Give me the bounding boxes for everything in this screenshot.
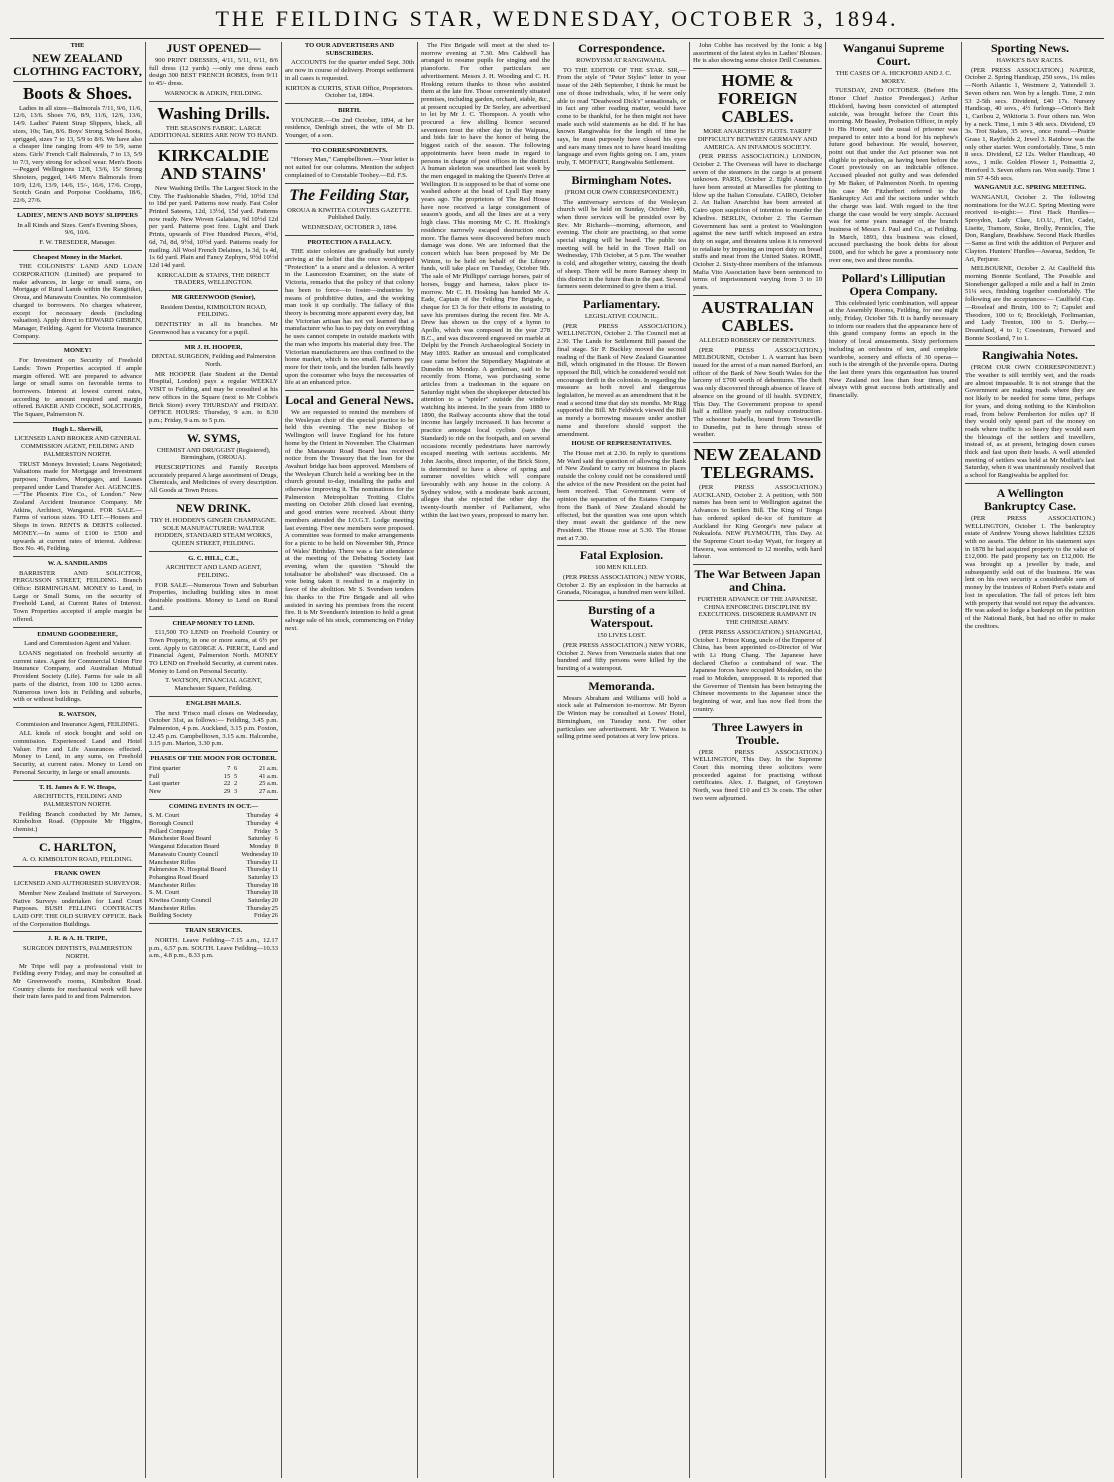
local-news-body: We are requested to remind the members of the Wesleyan choir of the special practice to be held this evening. The new Bishop of Wellington will leave England for his future home by the Orient in November. The Chairman of the Manawatu Road Board has received notice from the Treasury that the loan for the Awahuri bridge has been approved. Members of the Wesleyan Church held a working bee in the church ground to-day, installing the paths and otherwise improving it. The nominations for the Palmerston Metropolitan Trotting Club's meeting on October 26th closed last evening, and good entries were received. About thirty members attended the I.O.G.T. Lodge meeting last evening. Five new members were proposed. A committee was formed to make arrangements for a picnic to be held on November 9th, Prince of Wales' Birthday. There was a fair attendance at the meeting of the Debating Society last evening, when the question "Should the totalisator be abolished" was discussed. On a vote being taken it resulted in a majority in favor of the abolition. Mr S. Svendsen tenders his thanks to the Fire Brigade and all who assisted in saving his premises from the recent fire. It is Mr Svendsen's intention to hold a great salvage sale of his stock, commencing on Friday next. <box>285 409 414 632</box>
events-cell: Thursday <box>246 889 271 897</box>
supreme-court-heading: Wanganui Supreme Court. <box>842 42 945 68</box>
ad-syms-sub: CHEMIST AND DRUGGIST (Registered), Birmingham, (OROUA). <box>156 446 271 462</box>
events-cell: Thursday <box>246 866 271 874</box>
events-cell: 5 <box>274 827 278 835</box>
english-mails-title: ENGLISH MAILS. <box>186 699 241 707</box>
divider <box>693 295 822 296</box>
ad-greenwood-sub: Resident Dentist, KIMBOLTON ROAD, FEILDING. <box>160 303 267 319</box>
ad-goodbehere-body: LOANS negotiated on freehold security at current rates. Agent for Commercial Union Fire Insurance Company, and Australian Mutual Provident Society (Life). Farms for sale in all parts of the district, from 100 to 1200 acres. Numerous town lots in Feilding and suburbs, with or without buildings. <box>13 650 142 704</box>
events-cell: Thursday <box>246 881 271 889</box>
divider <box>13 81 142 82</box>
bankruptcy-body: (PER PRESS ASSOCIATION.) WELLINGTON, October 1. The bankruptcy estate of Andrew Young shows liabilities £2326 with no assets. The debtor in his statement says in 1878 he had acquired property to the value of £12,000. He paid property tax on £12,000. He was brought up a jeweller by trade, and subsequently sold out of the business. He was lent on his own security a considerable sum of money by the trustees of Robert Port's estate and lost in speculation. The fall of prices left him with property that would not repay the advances. He was asked to lodge a bankrupt on the petition of the National Bank, but had no offer to make the creditors. <box>965 514 1095 630</box>
events-cell: 26 <box>271 912 278 920</box>
sporting-body: (PER PRESS ASSOCIATION.) NAPIER, October 2. Spring Handicap, 250 sovs., 1¼ miles—North Atlantic 1, Westmere 2, Yattendell 3. Seven others ran. Won by a length. Time, 2 min 53 2-5th secs. Dividend, £40 17s. Nursery Handicap, 40 sovs., 4½ furlongs—Orion's Belt 1, Caribou 2, Wikitoria 3. Four others ran. Won by a neck. Time, 1 min 3 4th secs. Dividend, £9 3s. Trot Stakes, 35 sovs., once round.—Prairie Grass 1, Rayfields 2, Jewel 3. Rainbow was the only other starter. Won comfortably. Time, 5 min 8 secs. Dividend, £2 12s. Welter Handicap, 40 sovs., 1 mile. Golden Flower 1, Poinsettia 2, Hereford 3. Seven others ran. Won easily. Time 1 min 57 4-5th secs. <box>965 66 1095 182</box>
divider <box>13 866 142 867</box>
bankruptcy-heading: A Wellington Bankruptcy Case. <box>983 485 1076 513</box>
events-row <box>149 882 278 890</box>
divider <box>557 676 686 677</box>
ad-slippers-sig: F. W. TRESEDER, Manager. <box>39 238 116 246</box>
memoranda-heading: Memoranda. <box>588 678 655 693</box>
moon-cell: 21 a.m. <box>259 764 278 772</box>
home-foreign-subheading: MORE ANARCHISTS' PLOTS. TARIFF DIFFICULTY BETWEEN GERMANY AND AMERICA. AN INFAMOUS SOCIETY. <box>697 128 818 151</box>
divider <box>149 428 278 429</box>
birth-body: YOUNGER.—On 2nd October, 1894, at her residence, Denbigh street, the wife of Mr D. Younger, of a son. <box>285 116 414 140</box>
lawyers-heading: Three Lawyers in Trouble. <box>712 719 803 747</box>
divider <box>13 707 142 708</box>
divider <box>557 170 686 171</box>
memoranda-body: Messrs Abraham and Williams will hold a stock sale at Palmerston to-morrow. Mr Byron De Winton may be consulted at Lowes' Hotel, Birmingham, on Tuesday next. For other particulars see advertisement. Mr T. Watson is selling prime seed potatoes at very low prices. <box>557 694 686 741</box>
war-subheading: FURTHER ADVANCE OF THE JAPANESE. CHINA ENFORCING DISCIPLINE BY EXECUTIONS. DISORDER RAMPANT IN THE CHINESE ARMY. <box>697 596 818 627</box>
ad-cheap-money-title: CHEAP MONEY TO LEND. <box>172 619 255 627</box>
supreme-court-subheading: THE CASES OF A. HICKFORD AND J. C. MOREY. <box>835 70 952 85</box>
house-body: The House met at 2.30. In reply to questions Mr Ward said the question of allowing the Bank of New Zealand to carry on business in places outside the colony could not be considered until the advice of the new President on the point had been received. That Government were of opinion the separation of the Estates Company from the Bank of New Zealand should be effected, but the question was one upon which they must await the guidance of the new President. The House rose at 5.30. The House met at 7.30. <box>557 449 686 542</box>
moon-cell: Last quarter <box>149 780 180 788</box>
divider <box>285 103 414 104</box>
waterspout-subheading: 150 LIVES LOST. <box>597 632 646 640</box>
events-cell: Saturday <box>247 873 271 881</box>
parliamentary-body: (PER PRESS ASSOCIATION.) WELLINGTON, October 2. The Council met at 2.30. The Lands for Settlement Bill passed the final stage. Sir P. Buckley moved the second reading of the Bank of New Zealand Guarantee Bill, which originated in the House. Dr Bowen opposed the Bill, which he considered would not encourage thrift in the colonists. In regarding the measure as both novel and dangerous legislation, he moved as an amendment that it be read a second time that day six months. Mr Rigg supported the Bill. Mr Feldwick viewed the Bill as merely a borrowing measure under another name and therefore should support the amendment. <box>557 322 686 438</box>
divider <box>829 268 958 269</box>
events-cell: Wanganui Education Board <box>149 843 220 851</box>
notice-advertisers-body: ACCOUNTS for the quarter ended Sept. 30th are now in course of delivery. Prompt settlement in all cases is requested. <box>285 59 414 82</box>
paper-nameplate: The Feilding Star, <box>289 186 410 204</box>
moon-row <box>149 788 278 796</box>
ad-clothing-title: NEW ZEALAND CLOTHING FACTORY, <box>13 50 142 78</box>
opera-body: This celebrated lyric combination, will appear at the Assembly Rooms, Feilding, for one night only, Friday, October 5th. It is hardly necessary to inform our readers that the appearance here of this grand company forms an epoch in the history of local amusements. Sixty performers including an orchestra of ten, and complete wardrobe, scenery and effects of 30 operas—such is the strength of the juvenile opera. During the last three years this organisation has toured New Zealand not less than four times, and always with great success both artistically and financially. <box>829 299 958 400</box>
moon-cell: 22 <box>223 780 231 788</box>
events-row <box>149 866 278 874</box>
divider <box>13 837 142 838</box>
events-row <box>149 851 278 859</box>
ad-clothing-boots: Boots & Shoes. <box>22 83 133 103</box>
divider <box>149 799 278 800</box>
australian-body: (PER PRESS ASSOCIATION.) MELBOURNE, October 1. A warrant has been issued for the arrest of a man named Burford, an officer of the Bank of New South Wales for the larceny of £700 worth of debentures. The theft was only discovered through absence of leave of absence on the ground of ill health. SYDNEY, This Day. The Government propose to spend half a million yearly on railway construction. The schooner Isabella, bound from Townsville to Dunedin, put in here through stress of weather. <box>693 346 822 439</box>
events-cell: Thursday <box>246 820 271 828</box>
war-heading: The War Between Japan and China. <box>694 567 821 595</box>
divider <box>693 564 822 565</box>
events-cell: 11 <box>271 866 278 874</box>
events-cell: Palmerston N. Hospital Board <box>149 866 227 874</box>
column-5 <box>554 42 690 1478</box>
divider <box>149 616 278 617</box>
ad-harlton-body: A. O. KIMBOLTON ROAD, FEILDING. <box>22 855 133 863</box>
moon-row <box>149 780 278 788</box>
divider <box>149 340 278 341</box>
ad-tripe-sub: SURGEON DENTISTS, PALMERSTON NORTH. <box>23 945 132 960</box>
divider <box>13 780 142 781</box>
ad-architects-body: Feilding Branch conducted by Mr James, Kimbolton Road. (Opposite Mr Higgins, chemist.) <box>13 810 142 834</box>
birth-heading: BIRTH. <box>338 106 361 114</box>
ad-money-title: MONEY! <box>63 347 92 355</box>
ad-slippers-body: In all Kinds and Sizes. Gent's Evening Shoes, 9/6, 10/6. <box>17 221 138 237</box>
events-cell: 13 <box>271 873 278 881</box>
events-row <box>149 874 278 882</box>
moon-cell: Full <box>149 772 160 780</box>
paper-date: WEDNESDAY, OCTOBER 3, 1894. <box>301 223 398 231</box>
column-3 <box>282 42 418 1478</box>
ad-hooper-title: MR J. H. HOOPER, <box>184 343 243 351</box>
ad-watson-sub: Commission and Insurance Agent, FEILDING. <box>16 720 139 728</box>
column-1 <box>10 42 146 1478</box>
correspondents-body: "Horsey Man," Campbelltown.—Your letter is not suited for our columns. Mention the subject complained of to Constable Toohey.—Ed. F.S. <box>285 156 414 179</box>
parliamentary-subheading: LEGISLATIVE COUNCIL. <box>584 312 659 320</box>
divider <box>693 68 822 69</box>
ad-kirkcaldie-sig: KIRKCALDIE & STAINS, THE DIRECT TRADERS, WELLINGTON. <box>157 271 270 287</box>
birmingham-body: The anniversary services of the Wesleyan church will be held on Sunday, October 14th, when three services will be presided over by Rev. Mr Richards—morning, afternoon, and evening. The choir are practising, so that some special singing will be heard. The public tea meeting will be held in the Town Hall on Wednesday, 17th October, at 5 p.m. The weather is cold, and altogether wintry, causing the death of sheep. There will be more Ramsey sheep in this district in the future than in the past. Several farmers seem determined to give them a trial. <box>557 198 686 291</box>
divider <box>149 751 278 752</box>
divider <box>149 498 278 499</box>
ad-washing-drills-body: THE SEASON'S FABRIC. LARGE ADDITIONAL SERIES ARE NOW TO HAND. <box>149 124 278 140</box>
ad-clothing-body: Ladies in all sizes—Balmorals 7/11, 9/6, 11/6, 12/6, 13/6. Shoes 7/6, 8/9, 11/6, 12/6, 13/6, 14/9. Ladies' Patent Strap Slippers, black, all sizes, 10s; Tan, 8/6. Boys' Strong School Boots, sprigged, sizes 7 to 13, 5/9 to 8/6. We have also a cheaper line ranging from 4/9 to 5/9, same sizes. Girls' French Calf Balmorals, 7 to 13, 5/9 to 7/3, very strong for school wear. Men's Boots—Pegged Wellingtons 12/8, 13/6, 15/ Strong Shooters, pegged, 14/6 Men's Balmorals from 10/9, 12/6, 13/9, 14/6, 15/-, 16/6, 17/6. Cropp, Scotch Grain and Porpoise Cookhams, 18/6, 22/6, 27/6. <box>13 104 142 205</box>
events-cell: Kiwitea County Council <box>149 897 212 905</box>
melbourne-body: MELBOURNE, October 2. At Caulfield this morning Bonnie Scotland, The Possible and Stonehenger galloped a mile and a half in 2min 51¼ secs, finishing together comfortably. The following are the acceptances:— Caulfield Cup.—Roseleaf and Bruin, 100 to 7; Capulet and Theodore, 100 to 6; Brockleigh, Forlimanian, and Lady Trenton, 100 to 5. Derby.—Dreamland, 4 to 1; Cosesteam, Forward and Bonnie Scotland, 7 to 1. <box>965 265 1095 342</box>
ad-hill-body: FOR SALE—Numerous Town and Suburban Properties, including building sites in most desirable positions. Money to Lend on Rural Land. <box>149 581 278 612</box>
ad-watson-title: R. WATSON, <box>58 710 97 718</box>
ad-harlton-title: C. HARLTON, <box>38 839 117 854</box>
divider <box>13 208 142 209</box>
nz-telegrams-body: (PER PRESS ASSOCIATION.) AUCKLAND, October 2. A petition, with 500 names has been sent to Wellington against the Advances to Settlers Bill. The King of Tonga has ordered spiked de-ice of furniture at Auckland for King George's new palace at Nukualofa. NEW PLYMOUTH, This Day. At the Supreme Court to-day Wyatt, for forgery at Hawera, was sentenced to 12 months, with hard labour. <box>693 484 822 561</box>
ad-cheap-money-sig: T. WATSON, FINANCIAL AGENT, Manchester Square, Feilding. <box>165 677 262 693</box>
ad-tripe-title: J. R. & A. H. TRIPE, <box>47 935 108 943</box>
ad-syms-title: W. SYMS, <box>186 430 241 445</box>
ad-cheapest-money-body: THE COLONISTS' LAND AND LOAN CORPORATION (Limited) are prepared to make advances, in large or small sums, on Mortgage of Rural Lands within the Rangitikei, Oroua, and Manawatu Counties. No commission charged to borrowers. No charges whatever, except for necessary deeds (including valuation). Apply direct to EDWARD GIBBEN, Manager, Feilding. Agent for Victoria Insurance Company. <box>13 263 142 340</box>
moon-cell: 25 a.m. <box>259 780 278 788</box>
column-7 <box>826 42 962 1478</box>
masthead <box>0 0 1114 40</box>
events-cell: S. M. Court <box>149 889 180 897</box>
editorial-heading: PROTECTION A FALLACY. <box>307 238 392 246</box>
events-cell: Friday <box>253 827 271 835</box>
ad-architects-title: T. H. James & F. W. Heaps, <box>38 783 117 791</box>
moon-row <box>149 765 278 773</box>
events-row <box>149 897 278 905</box>
events-row <box>149 905 278 913</box>
editorial-body: THE sister colonies are gradually but surely arriving at the belief that the once worshipped "Protection" is a snare and a delusion. A writer in the Launceston Examiner, on the state of Victoria, remarks that the policy of that colony has been to force—to foster—industries by means of prohibitive duties, and the working man took it up cordially. The fallacy of this theory is becoming more apparent every day, but the Victorian artisan has not yet learned that a manufacturer who has to pay duty on everything he uses cannot compete in outside markets with the man who imports his material duty free. The Victorian manufacturers are thus confined to the home market, which is too small. Farmers pay more for their tools, and the burden falls heavily upon the consumer who buys the necessaries of life at an enhanced price. <box>285 248 414 387</box>
column-2 <box>146 42 282 1478</box>
moon-cell: 7 <box>227 764 231 772</box>
events-cell: Manchester Road Board <box>149 835 212 843</box>
events-cell: Manawatu County Council <box>149 850 219 858</box>
divider <box>149 143 278 144</box>
ad-hooper-body: MR HOOPER (late Student at the Dental Hospital, London) pays a regular WEEKLY VISIT to Feilding, and may be consulted at his new offices in the Square (next to Mr Cobbe's Brick Store) every THURSDAY and FRIDAY. OFFICE HOURS: Thursday, 9 a.m. to 8.30 p.m.; Friday, 9 a.m. to 5 p.m. <box>149 370 278 424</box>
events-cell: 4 <box>274 820 278 828</box>
rangiwahia-heading: Rangiwahia Notes. <box>981 348 1078 363</box>
coming-events-table <box>149 812 278 920</box>
ad-hill-title: G. C. HILL, C.E., <box>188 554 239 562</box>
ad-clothing-the: THE <box>70 42 85 49</box>
events-cell: 4 <box>274 812 278 820</box>
events-row <box>149 820 278 828</box>
train-services-title: TRAIN SERVICES. <box>184 927 243 935</box>
english-mails-body: The next 'Frisco mail closes on Wednesday, October 31st, as follows:— Feilding, 3.45 p.m. Palmerston, 4 p.m. Auckland, 3.15 p.m. Foxton, 12.45 p.m. Campbelltown, 3.15 a.m. Halcombe, 3.15 p.m. Marton, 3.30 p.m. <box>149 709 278 748</box>
events-row <box>149 828 278 836</box>
events-cell: Manchester Rifles <box>149 858 196 866</box>
wanganui-jc-body: WANGANUI, October 2. The following nominations for the W.J.C. Spring Meeting were received to-night:— First Hack Hurdles—Sproydon, Lady Clare, I.O.U., Flirt, Cadet, Lisette, Tramore, Stoke, Brolly, Pennicles, The Don, Ranglare, Bradshaw. Second Hack Hurdles—Same as first with the addition of Perjurer and Clayton. Hunters' Hurdles—Awarua, Seddon, Te Ari, Perjurer. <box>965 193 1095 263</box>
events-row <box>149 889 278 897</box>
ad-watson-body: ALL kinds of stock bought and sold on commission. Experienced Land and Hotel Valuer. Fire and Life Assurances effected. Money to Lend, in any sums, on Freehold Security, at current rates. Money to Lend on Personal Security, in large or small amounts. <box>13 730 142 776</box>
train-services-body: NORTH. Leave Feilding—7.15 a.m., 12.17 p.m., 6.57 p.m. SOUTH. Leave Feilding—10.33 a.m., 4.8 p.m., 8.33 p.m. <box>149 936 278 960</box>
moon-cell: First quarter <box>149 764 181 772</box>
events-cell: Manchester Rifles <box>149 904 196 912</box>
ad-sherwill-title: Hugh L. Sherwill, <box>52 425 103 433</box>
column-6 <box>690 42 826 1478</box>
ad-tripe-body: Mr Tripe will pay a professional visit to Feilding every Friday, and may be consulted at Mr Greenwood's rooms, Kimbolton Road. Country clients for mechanical work will have their train fares paid to and from Palmerston. <box>13 962 142 1001</box>
ad-new-drink-title: NEW DRINK. <box>176 500 251 515</box>
events-cell: 6 <box>274 835 278 843</box>
events-row <box>149 835 278 843</box>
ad-just-opened-sig: WARNOCK & ADKIN, FEILDING. <box>164 89 263 97</box>
correspondents-heading: TO CORRESPONDENTS. <box>311 146 388 154</box>
local-news-continued: The Fire Brigade will meet at the shed to-morrow evening at 7.30. Mrs Caldwell has arranged to resume pupils for singing and the pianoforte. For other particulars see advertisement. Messrs J. H. Wooding and C. H. Hosking return thanks to those who assisted them at the late fire. Those conveniently situated premises, including garden, orchard, stable, &c., at present occupied by Dr Sorley, are advertised to let by Mr J. C. Thompson. A youth who procured a few shilling licence secured seventeen trout the other day in the Waipuna, and bids fair to have the honor of being the biggest catch of the season. The following appointments have been made in regard to persons in charge of post offices in the district. A human skeleton was unearthed last week by the men engaged in making the Queen's Drive at Wellington. It is supposed to be that of some one washed ashore at the head of Lyall Bay many years ago. The proprietors of The Red House have now received a large consignment of season's goods, and all the lines are at a very high class. This morning Mr C. H. Hosking's residence narrowly escaped destruction once more. The flames were discovered before much damage was done. We are informed that the concert which has been proposed by Mr De Winton, to be held on behalf of the Library funds, will take place on Tuesday, October 9th. The sale of Mr Phillipps' carriage horses, pair of horses, buggy and harness, takes place to-morrow. Mr C. H. Hosking has handed Mr A. Eade, Captain of the Feilding Fire Brigade, a cheque for £3 3s for their efforts in assisting to save his premises during the recent fire. Mr A. Drew has shown us the copy of a hymn to Apollo, which was composed in the year 278 B.C., and was discovered engraved on marble at Delphi by the French Archaeological Society in May 1893. Rather an unusual and complicated case came before the Stipendiary Magistrate at Dunedin on Monday. A gentleman, said to be recently from Home, was purchasing some articles from a tradesman in the square on Saturday night when the shopkeeper detected his attention to a "spieler" outside the window watching his interest. In the years from 1880 to 1890, the Railway accounts show that the total income has largely increased. It has become a practice amongst local cyclists (says the Standard) to ride on the footpath, and on several occasions recently pedestrians have narrowly escaped meeting with serious accidents. Mr John Jacobs, direct importer, of the Brick Store, is determined to have a show of spring and summer novelties which will compare favourably with any house in the colony. A Sydney widow, with a moderate bank account, alleges that she rejected the other day the twenty-fourth member of Parliament, who within the last two years, proposed to marry her. <box>421 42 550 519</box>
events-cell: 11 <box>271 858 278 866</box>
events-cell: Monday <box>249 843 271 851</box>
moon-cell: 15 <box>223 772 231 780</box>
events-cell: Saturday <box>247 835 271 843</box>
house-heading: HOUSE OF REPRESENTATIVES. <box>571 440 672 448</box>
masthead-rule <box>10 38 1104 39</box>
ad-kirkcaldie-body: New Washing Drills. The Largest Stock in the City. The Fashionable Shades, 7½d, 10½d 13d to 18d per yard. Patterns now ready. Fast Color Printed Sateens, 12d, 13½d, 15d yard. Patterns now ready. New Woven Galateas, 9d 10½d 12d per yard. Patterns post free. Light and Dark Prints, upwards of Five Hundred Pieces, 4½d, 6d, 7d, 8d, 9½d, 10½d yard. Patterns ready for mailing. All Wool French Delaines, 1s 3d, 1s 4d, 1s 6d yard. Plain and Fancy Zephyrs, 9½d 10½d 12d 14d yard. <box>149 184 278 269</box>
birmingham-heading: Birmingham Notes. <box>571 172 672 187</box>
newspaper-columns <box>10 42 1104 1478</box>
ad-cheap-money-body: £11,500 TO LEND on Freehold Country or Town Property, in one or more sums, at 6½ per cent. Apply to GEORGE A. PIERCE, Land and Financial Agent, Palmerston North. MONEY TO LEND on Freehold Security, at current rates. Money to Lend on Personal Security. <box>149 629 278 675</box>
correspondence-subheading: ROWDYISM AT RANGIWAHIA. <box>576 57 667 64</box>
ad-syms-body: PRESCRIPTIONS and Family Receipts accurately prepared A large assortment of Drugs, Chemicals, and Medicines of every description. All Goods at Town Prices. <box>149 464 278 495</box>
ad-just-opened-title: JUST OPENED— <box>166 42 261 55</box>
events-cell: Building Society <box>149 912 193 920</box>
wanganui-jc-heading: WANGANUI J.C. SPRING MEETING. <box>973 184 1087 192</box>
sporting-subheading: HAWKE'S BAY RACES. <box>996 57 1064 64</box>
australian-heading: AUSTRALIAN CABLES. <box>701 297 814 335</box>
ad-owen-sub: LICENSED AND AUTHORISED SURVEYOR. <box>13 880 142 888</box>
moon-cell: 41 a.m. <box>259 772 278 780</box>
divider <box>693 717 822 718</box>
ad-goodbehere-sub: Land and Commission Agent and Valuer. <box>24 640 131 648</box>
moon-phases-title: PHASES OF THE MOON FOR OCTOBER. <box>150 755 277 763</box>
events-cell: Friday <box>253 912 271 920</box>
ad-goodbehere-title: EDMUND GOODBEHERE, <box>37 630 118 638</box>
sporting-heading: Sporting News. <box>990 42 1069 55</box>
ad-sandilands-body: BARRISTER AND SOLICITOR, FERGUSSON STREET, FEILDING. Branch Office: BIRMINGHAM. MONEY to Lend, in Large or Small Sums, on the security of Freehold Land, at Current Rates of Interest. Town Properties accepted if ample margin be offered. <box>13 569 142 623</box>
australian-subheading: ALLEGED ROBBERY OF DEBENTURES. <box>698 336 817 344</box>
ad-sherwill-sub: LICENSED LAND BROKER AND GENERAL COMMISSION AGENT, FEILDING AND PALMERSTON NORTH. <box>14 435 141 458</box>
divider <box>149 923 278 924</box>
events-cell: Pollard Company <box>149 827 194 835</box>
events-row <box>149 859 278 867</box>
ad-greenwood-body: DENTISTRY in all its branches. Mr Greenwood has a vacancy for a pupil. <box>149 321 278 336</box>
explosion-subheading: 100 MEN KILLED. <box>595 564 648 572</box>
events-cell: Saturday <box>247 897 271 905</box>
divider <box>149 696 278 697</box>
ad-sandilands-title: W. A. SANDILANDS <box>47 559 108 567</box>
divider <box>13 556 142 557</box>
divider <box>693 442 822 443</box>
divider <box>13 422 142 423</box>
column-8 <box>962 42 1098 1478</box>
coming-events-title: COMING EVENTS IN OCT.— <box>168 802 259 810</box>
correspondence-heading: Correspondence. <box>578 42 665 55</box>
divider <box>13 627 142 628</box>
events-row <box>149 912 278 920</box>
birmingham-subheading: (FROM OUR OWN CORRESPONDENT.) <box>564 188 679 196</box>
events-row <box>149 812 278 820</box>
moon-cell: 6 <box>233 764 238 772</box>
moon-cell: 27 a.m. <box>259 787 278 795</box>
moon-phases-table <box>149 765 278 796</box>
paper-subtitle: OROUA & KIWITEA COUNTIES GAZETTE. Published Daily. <box>287 206 412 222</box>
correspondence-body: TO THE EDITOR OF THE STAR. SIR,—From the style of "Peter Styles" letter in your issue of the 24th September, I think he must be one of those individuals, who, if he were only able to read "Deadwood Dick's" sensationals, or in fact any other reading matter, would have come to be thankful, for he then might not have made such wild statements as he did. If he has known Rangiwahia for the length of time he says, he must purposely have closed his eyes and ears many times not to have heard insulting language and even fights going on. I am, yours truly, T. MOFFATT, Rangiwahia Settlement. <box>557 66 686 167</box>
parliamentary-heading: Parliamentary. <box>583 296 660 311</box>
notice-advertisers-sig: KIRTON & CURTIS, STAR Office, Proprietors. October 1st, 1894. <box>285 84 414 100</box>
supreme-court-body: TUESDAY, 2ND OCTOBER. (Before His Honor Chief Justice Prendergast.) Arthur Hickford, having been convicted of attempted suicide, was brought before the Court this morning. Mr Beasley, Probation Officer, in reply to His Honor, said the usual of prisoner was prepared to enter into a bond for his nephew's future good behaviour. He would, however, point out that under the Act prisoner was not eligible to probation, as having been before the Court previously on an indictable offence. Accused pleaded not guilty and was defended by Mr Baker, of Palmerston North. In opening his case Mr Fitzherbert referred to the Bankruptcy Act and the sections under which the charge was laid. With regard to the first charge the case would be very simple. Accused was for some years manager of the branch business of Messrs J. Paul and Co., at Feilding. In March, 1893, this business was closed, accused purchasing the book debts for about £600, and for which he gave a promissory note over one, two and three months. <box>829 87 958 264</box>
ad-hooper-sub: DENTAL SURGEON, Feilding and Palmerston North. <box>151 353 276 368</box>
divider <box>285 183 414 184</box>
divider <box>149 290 278 291</box>
divider <box>13 343 142 344</box>
ad-just-opened-body: 900 PRINT DRESSES, 4/11, 5/11, 6/11, 8/6 full dress (12 yards) —only one dress each design 300 BEST FRENCH ROBES, from 9/11 to 45/- dress. <box>149 57 278 88</box>
divider <box>285 235 414 236</box>
divider <box>149 101 278 102</box>
divider <box>965 345 1095 346</box>
cobbe-notice: John Cobbe has received by the Ionic a big assortment of the latest styles in Ladies' Blouses. He is also showing some choice Drill Costumes. <box>693 42 823 65</box>
events-cell: Thursday <box>246 904 271 912</box>
waterspout-body: (PER PRESS ASSOCIATION.) NEW YORK, October 2. News from Venezuela states that one hundred and fifty persons were killed by the bursting of a waterspout. <box>557 641 686 672</box>
divider <box>285 390 414 391</box>
divider <box>557 545 686 546</box>
events-cell: Manchester Rifles <box>149 881 196 889</box>
ad-owen-body: Member New Zealand Institute of Surveyors. Native Surveys undertaken for Land Court Purposes. BUSH FELLING CONTRACTS LAID OFF. THE OLD SURVEY OFFICE. Back of the Corporation Buildings. <box>13 889 142 928</box>
divider <box>13 931 142 932</box>
war-body: (PER PRESS ASSOCIATION.) SHANGHAI, October 1. Prince Kung, uncle of the Emperor of China, has been appointed co-Director of War with Li Hung Chang. The Japanese have declared Chefoo a contraband of war. The Japanese forces have occupied Moukden, on the road to Mukden, unopposed. It is reported that the Governor of Tientsin has been betraying the Chinese movements to the Japanese since the beginning of war, and has now fled from the country. <box>693 628 822 713</box>
divider <box>285 143 414 144</box>
ad-washing-drills-title: Washing Drills. <box>157 103 270 123</box>
moon-cell: 29 <box>223 787 231 795</box>
events-cell: Thursday <box>246 858 271 866</box>
ad-kirkcaldie-title: KIRKCALDIE AND STAINS' <box>157 145 270 183</box>
home-foreign-heading: HOME & FOREIGN CABLES. <box>717 71 798 127</box>
divider <box>557 294 686 295</box>
moon-cell: New <box>149 787 162 795</box>
home-foreign-body: (PER PRESS ASSOCIATION.) LONDON, October 2. The Overseas will have to discharge seven of the steamers in the cargo is at present unknown. PARIS, October 2. Eight Anarchists have been arrested at Marseilles for plotting to blow up the Italian Consulate. CAIRO, October 2. An Italian Anarchist has been arrested at Cairo upon suspicion of intention to murder the Khedive. BERLIN, October 2. The German Government has sent a protest to Washington against the new tariff which imposed an extra duty on sugar, and threatens unless it is removed to retaliate by imposing an import duty on bread stuffs and meat from the United States. ROME, October 2. Sixty-three members of the infamous Mafia Vito Association have been sentenced to terms of imprisonment varying from 3 to 10 years. <box>693 153 822 292</box>
events-cell: 25 <box>271 904 278 912</box>
column-4 <box>418 42 554 1478</box>
events-cell: S. M. Court <box>149 812 180 820</box>
moon-cell: 3 <box>233 787 238 795</box>
lawyers-body: (PER PRESS ASSOCIATION.) WELLINGTON, This Day. In the Supreme Court this morning three solicitors were proceeded against for practising without certificates. Alex. J. Baignet, of Greytown North, was fined £10 and £3 3s costs. The other two were adjourned. <box>693 748 822 802</box>
moon-row <box>149 773 278 781</box>
divider <box>149 551 278 552</box>
events-cell: 8 <box>274 843 278 851</box>
explosion-body: (PER PRESS ASSOCIATION.) NEW YORK, October 2. By an explosion in the barracks at Granada, Nicaragua, a hundred men were killed. <box>557 574 686 597</box>
ad-money-body: For Investment on Security of Freehold Lands: Town Properties accepted if ample margin offered. WE are prepared to advance large or small sums on favorable terms to borrowers. Interest at lowest current rates, according to amount required and margin offered. BAKER AND COOKE, SOLICITORS, The Square, Palmerston N. <box>13 357 142 419</box>
events-cell: 20 <box>271 897 278 905</box>
opera-heading: Pollard's Lilliputian Opera Company. <box>841 270 946 298</box>
notice-advertisers-heading: TO OUR ADVERTISERS AND SUBSCRIBERS. <box>304 42 395 57</box>
events-cell: 18 <box>271 889 278 897</box>
ad-architects-sub: ARCHITECTS, FEILDING AND PALMERSTON NORTH. <box>33 793 122 808</box>
ad-hill-sub: ARCHITECT AND LAND AGENT, FEILDING. <box>165 564 262 580</box>
events-cell: Wednesday <box>241 850 271 858</box>
ad-owen-title: FRANK OWEN <box>54 870 101 878</box>
moon-cell: 5 <box>233 772 238 780</box>
ad-new-drink-body: TRY H. HODDEN'S GINGER CHAMPAGNE. SOLE MANUFACTURER: WALTER HODDEN, STANDARD STEAM WORKS, QUEEN STREET, FEILDING. <box>150 516 277 547</box>
divider <box>557 600 686 601</box>
events-cell: Borough Council <box>149 820 194 828</box>
waterspout-heading: Bursting of a Waterspout. <box>588 603 655 631</box>
events-cell: Pohangina Road Board <box>149 873 209 881</box>
ad-slippers-title: LADIES', MEN'S AND BOYS' SLIPPERS <box>17 211 138 219</box>
events-cell: 18 <box>271 881 278 889</box>
ad-sherwill-body: TRUST Moneys Invested; Loans Negotiated; Valuations made for Mortgage and Investment purposes; Transfers, Mortgages, and Leases prepared under Land Transfer Act. AGENCIES.—"The Phoenix Fire Co., of London." New Zealand Accident Insurance Company. Mr Atkins, Architect, Wanganui. FOR SALE.—Farms of various sizes. TO LET.—Houses and Shops in town. RENTS & DEBTS collected. MONEY.—In sums of £100 to £500 and upwards at current rates of interest. Address: Box No. 46, Feilding. <box>13 460 142 553</box>
explosion-heading: Fatal Explosion. <box>579 548 664 563</box>
rangiwahia-body: (FROM OUR OWN CORRESPONDENT.) The weather is still terribly wet, and the roads are almost impassable. It is not strange that the Government are making roads where they are not likely to be needed for some time, perhaps for years, and doing nothing to the Kimbolton road, from below Pemberton for miles up? If they would only spend part of the money on roads where traffic is so heavy they would earn the blessings of the settlers and travellers, instead of, as at present, bringing down curses thick and fast upon their heads. A well attended meeting of settlers was held at Mr Moffatt's last Saturday, when it was unanimously resolved that a school for Rangiwahia be applied for. <box>965 364 1095 480</box>
divider <box>13 250 142 251</box>
events-row <box>149 843 278 851</box>
nz-telegrams-heading: NEW ZEALAND TELEGRAMS. <box>693 445 822 483</box>
local-news-heading: Local and General News. <box>285 393 414 408</box>
moon-cell: 2 <box>233 780 238 788</box>
ad-greenwood-title: MR GREENWOOD (Senior), <box>171 294 256 302</box>
events-cell: 10 <box>271 850 278 858</box>
divider <box>965 483 1095 484</box>
ad-cheapest-money-title: Cheapest Money in the Market. <box>32 253 123 261</box>
events-cell: Thursday <box>246 812 271 820</box>
masthead-title: THE FEILDING STAR, WEDNESDAY, OCTOBER 3, 1894. <box>215 6 899 31</box>
